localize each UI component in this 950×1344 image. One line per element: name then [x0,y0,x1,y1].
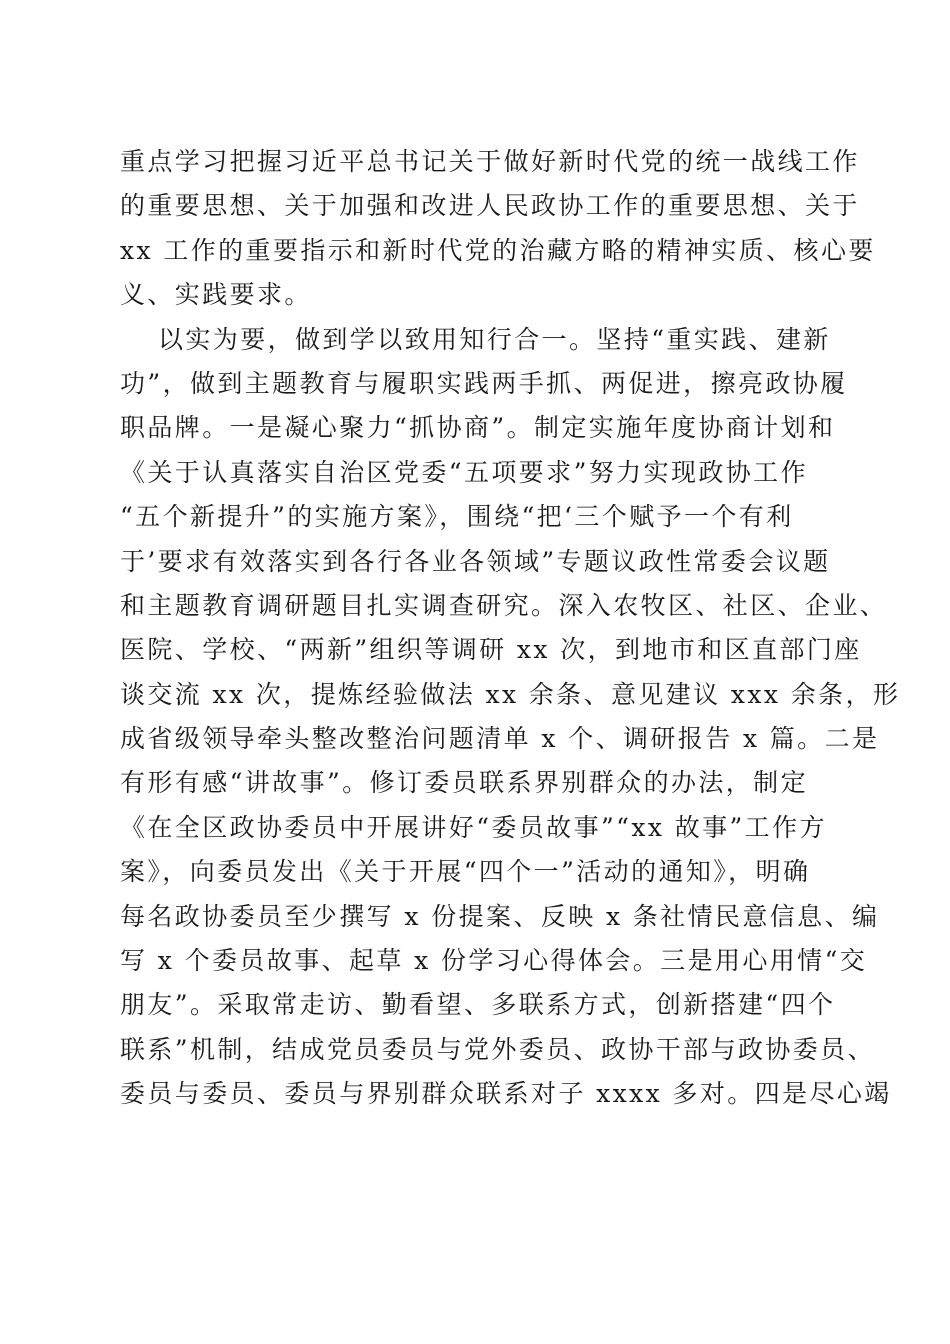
text-line: 成省级领导牵头整改整治问题清单 x 个、调研报告 x 篇。二是 [120,724,880,754]
text-line: 委员与委员、委员与界别群众联系对子 xxxx 多对。四是尽心竭 [120,1079,892,1109]
text-line: “五个新提升”的实施方案》，围绕“把‘三个赋予一个有利 [120,502,794,532]
text-line: 谈交流 xx 次，提炼经验做法 xx 余条、意见建议 xxx 余条，形 [120,679,901,709]
text-line: 义、实践要求。 [120,280,312,310]
text-line: xx 工作的重要指示和新时代党的治藏方略的精神实质、核心要 [120,235,876,265]
text-line: 《关于认真落实自治区党委“五项要求”努力实现政协工作 [120,457,808,487]
text-line: 朋友”。采取常走访、勤看望、多联系方式，创新搭建“四个 [120,990,836,1020]
text-line: 有形有感“讲故事”。修订委员联系界别群众的办法，制定 [120,768,808,798]
text-line: 每名政协委员至少撰写 x 份提案、反映 x 条社情民意信息、编 [120,901,880,931]
text-line: 医院、学校、“两新”组织等调研 xx 次，到地市和区直部门座 [120,635,862,665]
text-line: 于’要求有效落实到各行各业各领域”专题议政性常委会议题 [120,546,831,576]
text-line: 和主题教育调研题目扎实调查研究。深入农牧区、社区、企业、 [120,590,888,620]
text-line: 案》，向委员发出《关于开展“四个一”活动的通知》，明确 [120,857,811,887]
text-line: 联系”机制，结成党员委员与党外委员、政协干部与政协委员、 [120,1034,875,1064]
paragraph [120,318,901,1117]
text-line: 职品牌。一是凝心聚力“抓协商”。制定实施年度协商计划和 [120,413,836,443]
text-line: 重点学习把握习近平总书记关于做好新时代党的统一战线工作 [120,147,860,176]
text-line: 以实为要，做到学以致用知行合一。坚持“重实践、建新 [158,324,831,354]
text-line: 《在全区政协委员中开展讲好“委员故事”“xx 故事”工作方 [120,812,827,842]
body-text [120,140,901,1117]
text-line: 写 x 个委员故事、起草 x 份学习心得体会。三是用心用情“交 [120,946,868,976]
paragraph [120,140,876,318]
text-line: 功”，做到主题教育与履职实践两手抓、两促进，擦亮政协履 [120,368,848,398]
text-line: 的重要思想、关于加强和改进人民政协工作的重要思想、关于 [120,191,860,221]
